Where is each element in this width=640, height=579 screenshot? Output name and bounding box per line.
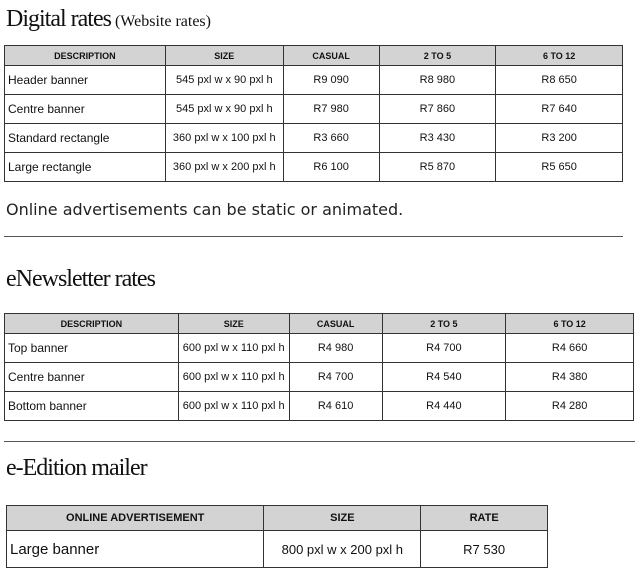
eedition-mailer-title: e-Edition mailer — [6, 455, 147, 481]
rate-2-to-5-cell: R4 540 — [382, 363, 506, 392]
column-header: CASUAL — [289, 314, 382, 334]
casual-rate-cell: R4 980 — [289, 334, 382, 363]
section-divider — [4, 236, 623, 237]
column-header: SIZE — [178, 314, 289, 334]
digital-rates-subtitle: (Website rates) — [114, 13, 211, 30]
size-cell: 545 pxl w x 90 pxl h — [165, 95, 283, 124]
rate-2-to-5-cell: R3 430 — [379, 124, 496, 153]
eedition-mailer-table — [6, 505, 548, 568]
digital-rates-table — [4, 45, 623, 182]
description-cell: Centre banner — [5, 95, 166, 124]
column-header: SIZE — [165, 46, 283, 66]
rate-6-to-12-cell: R5 650 — [496, 153, 623, 182]
digital-rates-header-row — [5, 46, 623, 66]
casual-rate-cell: R6 100 — [283, 153, 379, 182]
eedition-mailer-header-row — [7, 506, 548, 531]
column-header: 2 TO 5 — [379, 46, 496, 66]
casual-rate-cell: R7 980 — [283, 95, 379, 124]
rate-6-to-12-cell: R4 660 — [506, 334, 634, 363]
rate-6-to-12-cell: R4 380 — [506, 363, 634, 392]
digital-rates-heading: Digital rates — [6, 6, 111, 32]
description-cell: Large rectangle — [5, 153, 166, 182]
section-divider — [4, 441, 635, 442]
rate-6-to-12-cell: R4 280 — [506, 392, 634, 421]
enewsletter-rates-table — [4, 313, 634, 421]
table-row — [5, 392, 634, 421]
casual-rate-cell: R9 090 — [283, 66, 379, 95]
enewsletter-rates-header-row — [5, 314, 634, 334]
column-header: SIZE — [264, 506, 421, 531]
online-ads-note: Online advertisements can be static or animated. — [6, 200, 404, 219]
description-cell: Centre banner — [5, 363, 179, 392]
description-cell: Header banner — [5, 66, 166, 95]
column-header: 6 TO 12 — [496, 46, 623, 66]
column-header: ONLINE ADVERTISEMENT — [7, 506, 264, 531]
rate-2-to-5-cell: R7 860 — [379, 95, 496, 124]
size-cell: 545 pxl w x 90 pxl h — [165, 66, 283, 95]
table-row — [5, 124, 623, 153]
column-header: CASUAL — [283, 46, 379, 66]
table-row — [7, 531, 548, 568]
rate-2-to-5-cell: R4 700 — [382, 334, 506, 363]
column-header: 2 TO 5 — [382, 314, 506, 334]
column-header: DESCRIPTION — [5, 314, 179, 334]
size-cell: 360 pxl w x 200 pxl h — [165, 153, 283, 182]
rate-2-to-5-cell: R8 980 — [379, 66, 496, 95]
table-row — [5, 95, 623, 124]
size-cell: 360 pxl w x 100 pxl h — [165, 124, 283, 153]
column-header: 6 TO 12 — [506, 314, 634, 334]
rate-cell: R7 530 — [421, 531, 548, 568]
digital-rates-title — [6, 6, 211, 33]
table-row — [5, 153, 623, 182]
rate-2-to-5-cell: R4 440 — [382, 392, 506, 421]
rate-2-to-5-cell: R5 870 — [379, 153, 496, 182]
column-header: RATE — [421, 506, 548, 531]
size-cell: 600 pxl w x 110 pxl h — [178, 334, 289, 363]
column-header: DESCRIPTION — [5, 46, 166, 66]
enewsletter-rates-title: eNewsletter rates — [6, 266, 155, 292]
casual-rate-cell: R3 660 — [283, 124, 379, 153]
rate-6-to-12-cell: R8 650 — [496, 66, 623, 95]
description-cell: Top banner — [5, 334, 179, 363]
table-row — [5, 66, 623, 95]
size-cell: 800 pxl w x 200 pxl h — [264, 531, 421, 568]
table-row — [5, 363, 634, 392]
description-cell: Standard rectangle — [5, 124, 166, 153]
size-cell: 600 pxl w x 110 pxl h — [178, 363, 289, 392]
description-cell: Bottom banner — [5, 392, 179, 421]
casual-rate-cell: R4 700 — [289, 363, 382, 392]
table-row — [5, 334, 634, 363]
casual-rate-cell: R4 610 — [289, 392, 382, 421]
description-cell: Large banner — [7, 531, 264, 568]
rate-6-to-12-cell: R3 200 — [496, 124, 623, 153]
size-cell: 600 pxl w x 110 pxl h — [178, 392, 289, 421]
rate-6-to-12-cell: R7 640 — [496, 95, 623, 124]
